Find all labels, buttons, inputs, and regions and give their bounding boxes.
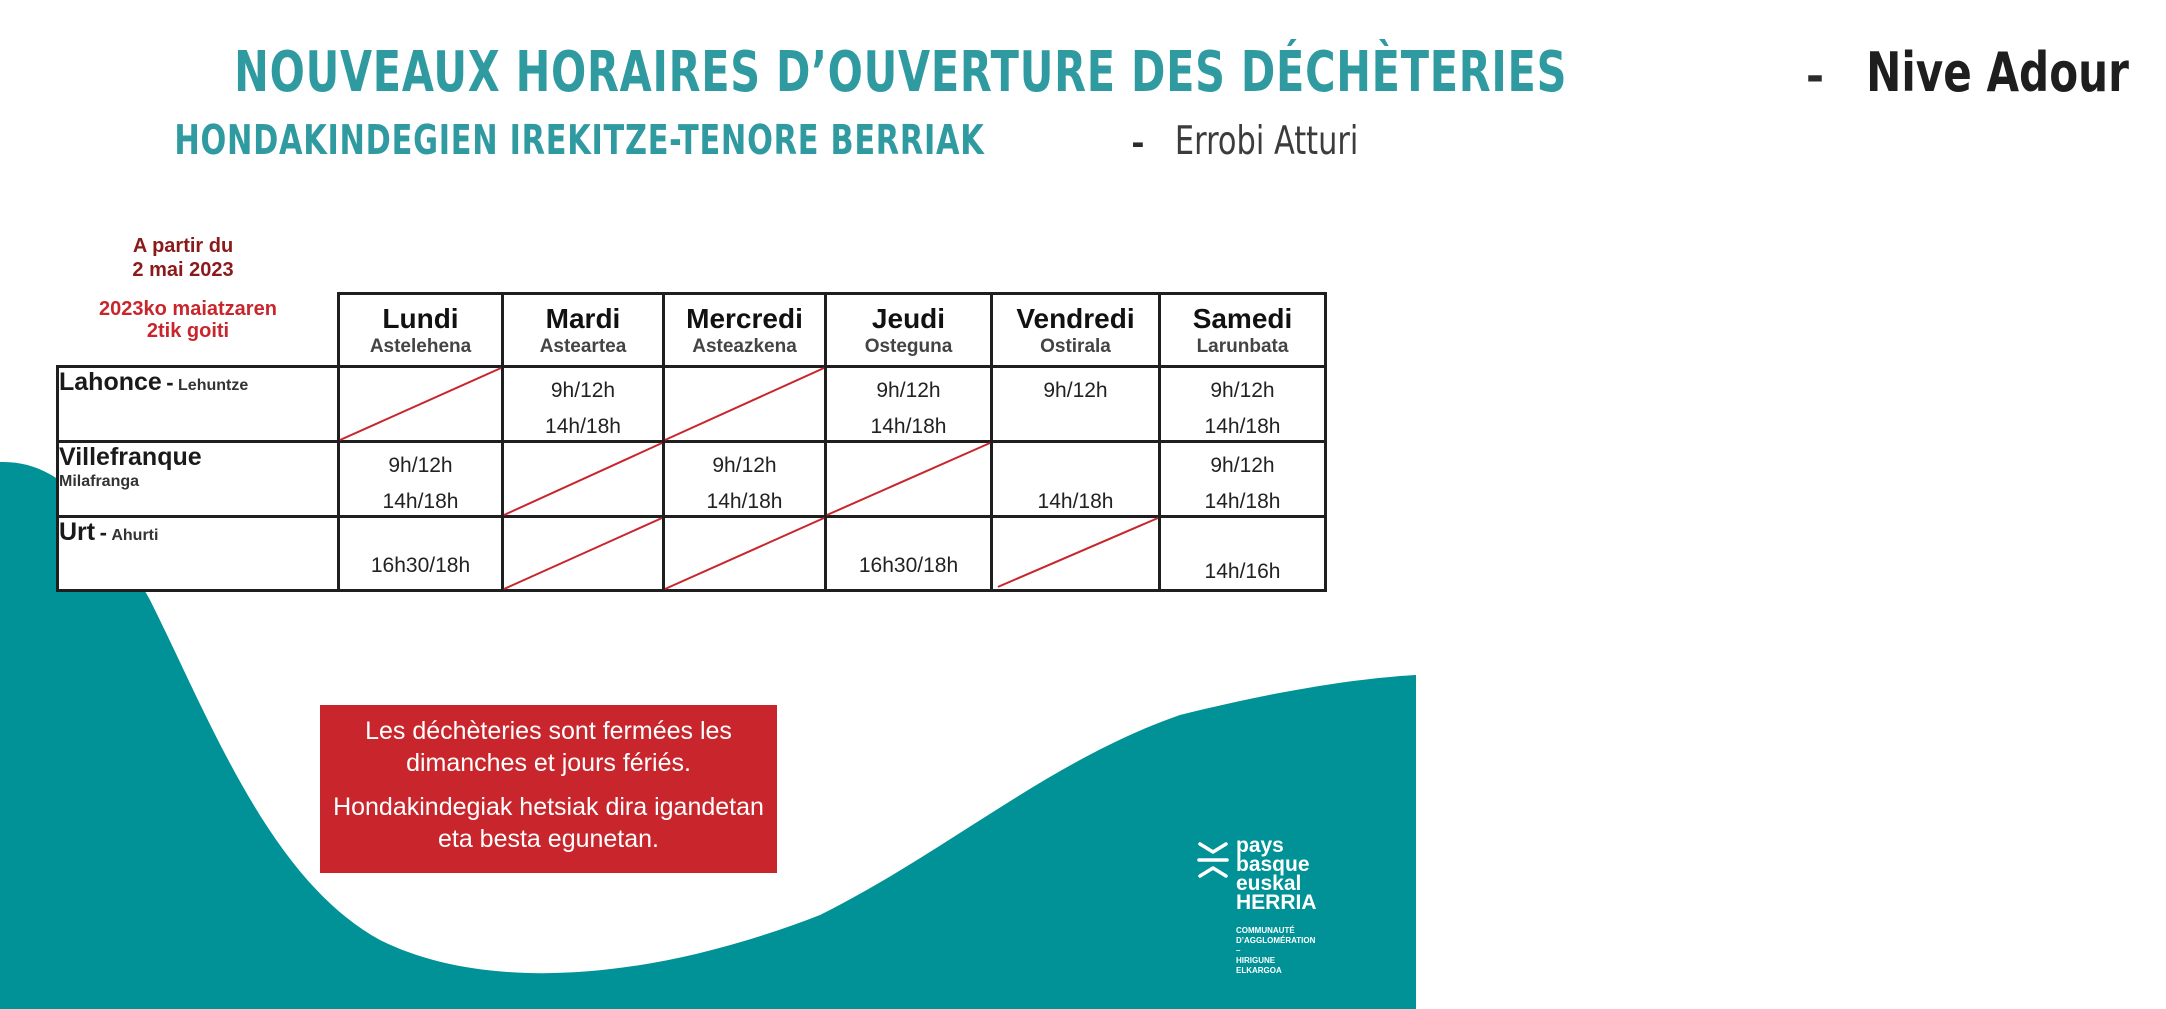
title-fr-region: Nive Adour [1865,41,2129,104]
site-eu-name: Ahurti [111,527,159,544]
logo-line3: euskal [1236,872,1302,895]
closed-strike [827,443,990,515]
hours-afternoon: 14h/18h [545,415,621,438]
hours-afternoon: 14h/18h [706,490,783,513]
start-date-fr-line1: A partir du [132,235,234,257]
slot-open [826,517,992,591]
day-header-samedi [1160,294,1326,367]
site-name: Villefranque [59,443,202,471]
hours-afternoon: 14h/18h [382,490,459,513]
title-fr-separator: - [1805,51,1825,102]
hours-single: 16h30/18h [858,554,959,577]
slot-open [992,367,1160,442]
hours-single: 16h30/18h [370,554,471,577]
day-header-jeudi [826,294,992,367]
site-cell-lahonce [58,367,339,442]
slot-open [1160,367,1326,442]
site-eu-name: Milafranga [59,473,140,490]
slot-closed [664,367,826,442]
slot-open [1160,442,1326,517]
day-header-mercredi [664,294,826,367]
logo-line4: HERRIA [1236,891,1317,914]
day-eu-label: Osteguna [864,336,953,357]
title-eu-region: Errobi Atturi [1174,119,1359,164]
title-fr [0,40,2129,105]
schedule-table [56,292,1327,592]
hours-morning: 9h/12h [550,379,616,402]
slot-open [664,442,826,517]
hours-afternoon: 14h/18h [870,415,947,438]
logo-line1: pays [1236,834,1284,857]
logo-sub3: – [1236,946,1241,955]
closed-strike [665,368,824,440]
logo-chevron-icon [1198,842,1228,878]
logo-sub4: HIRIGUNE [1236,956,1276,965]
day-eu-label: Astelehena [369,336,472,357]
title-eu [0,116,1416,164]
day-header-vendredi [992,294,1160,367]
site-separator: - [99,520,107,545]
slot-closed [826,442,992,517]
slot-open [503,367,664,442]
hours-morning: 9h/12h [1210,379,1275,402]
slot-closed [503,517,664,591]
start-date-eu-line2: 2tik goiti [146,320,230,342]
start-date-fr [80,234,286,282]
site-row-lahonce [58,367,1326,442]
closed-strike [340,368,501,440]
hours-morning: 9h/12h [712,454,777,477]
slot-closed [992,517,1160,591]
logo-sub5: ELKARGOA [1236,966,1282,975]
logo-subtitle [1236,926,1315,976]
site-eu-name: Lehuntze [178,377,249,394]
site-row-villefranque [58,442,1326,517]
slot-open [1160,517,1326,591]
hours-afternoon: 14h/18h [1204,490,1281,513]
hours-afternoon [993,414,1158,440]
hours-morning: 9h/12h [1210,454,1275,477]
closure-notice-eu: Hondakindegiak hetsiak dira igandetan eta besta egunetan. [333,793,764,853]
day-fr-label: Jeudi [871,303,946,334]
site-cell-villefranque [58,442,339,517]
site-name: Lahonce [59,368,162,396]
day-fr-label: Mardi [545,303,621,334]
closure-notice [320,705,777,873]
day-header-lundi [339,294,503,367]
site-row-urt [58,517,1326,591]
closed-strike [504,443,662,515]
slot-open [992,442,1160,517]
slot-open [339,442,503,517]
slot-closed [503,442,664,517]
day-eu-label: Asteazkena [692,336,797,357]
slot-closed [339,367,503,442]
site-cell-urt [58,517,339,591]
logo-sub2: D’AGGLOMÉRATION [1236,936,1316,945]
closed-strike [665,518,824,589]
header-corner [58,294,339,367]
closed-strike [504,518,662,589]
site-separator: - [166,370,174,395]
title-fr-main: NOUVEAUX HORAIRES D’OUVERTURE DES DÉCHÈTERIES [234,40,1568,105]
day-header-mardi [503,294,664,367]
day-fr-label: Lundi [382,303,459,334]
slot-open [339,517,503,591]
day-eu-label: Larunbata [1196,336,1289,357]
day-fr-label: Vendredi [1016,303,1135,334]
day-fr-label: Mercredi [686,303,803,334]
logo-wordmark [1236,836,1317,912]
closed-strike [993,518,1158,589]
start-date-fr-line2: 2 mai 2023 [132,259,234,281]
hours-morning: 9h/12h [1043,379,1108,402]
slot-closed [664,517,826,591]
hours-afternoon: 14h/18h [1037,490,1114,513]
hours-afternoon: 14h/18h [1204,415,1281,438]
title-eu-main: HONDAKINDEGIEN IREKITZE-TENORE BERRIAK [174,116,985,164]
hours-morning: 9h/12h [876,379,941,402]
day-eu-label: Asteartea [539,336,627,357]
logo-line2: basque [1236,853,1310,876]
header-row [58,294,1326,367]
day-eu-label: Ostirala [1040,336,1111,357]
pays-basque-logo [1198,836,1348,986]
slot-open [826,367,992,442]
day-fr-label: Samedi [1192,303,1293,334]
title-eu-separator: - [1131,124,1145,162]
closure-notice-fr: Les déchèteries sont fermées les dimanches et jours fériés. [365,717,732,777]
hours-single: 14h/16h [1204,560,1281,583]
site-name: Urt [59,518,96,546]
logo-sub1: COMMUNAUTÉ [1236,926,1295,935]
hours-morning [993,453,1158,479]
hours-morning: 9h/12h [388,454,453,477]
start-date-eu-line1: 2023ko maiatzaren [99,298,277,320]
